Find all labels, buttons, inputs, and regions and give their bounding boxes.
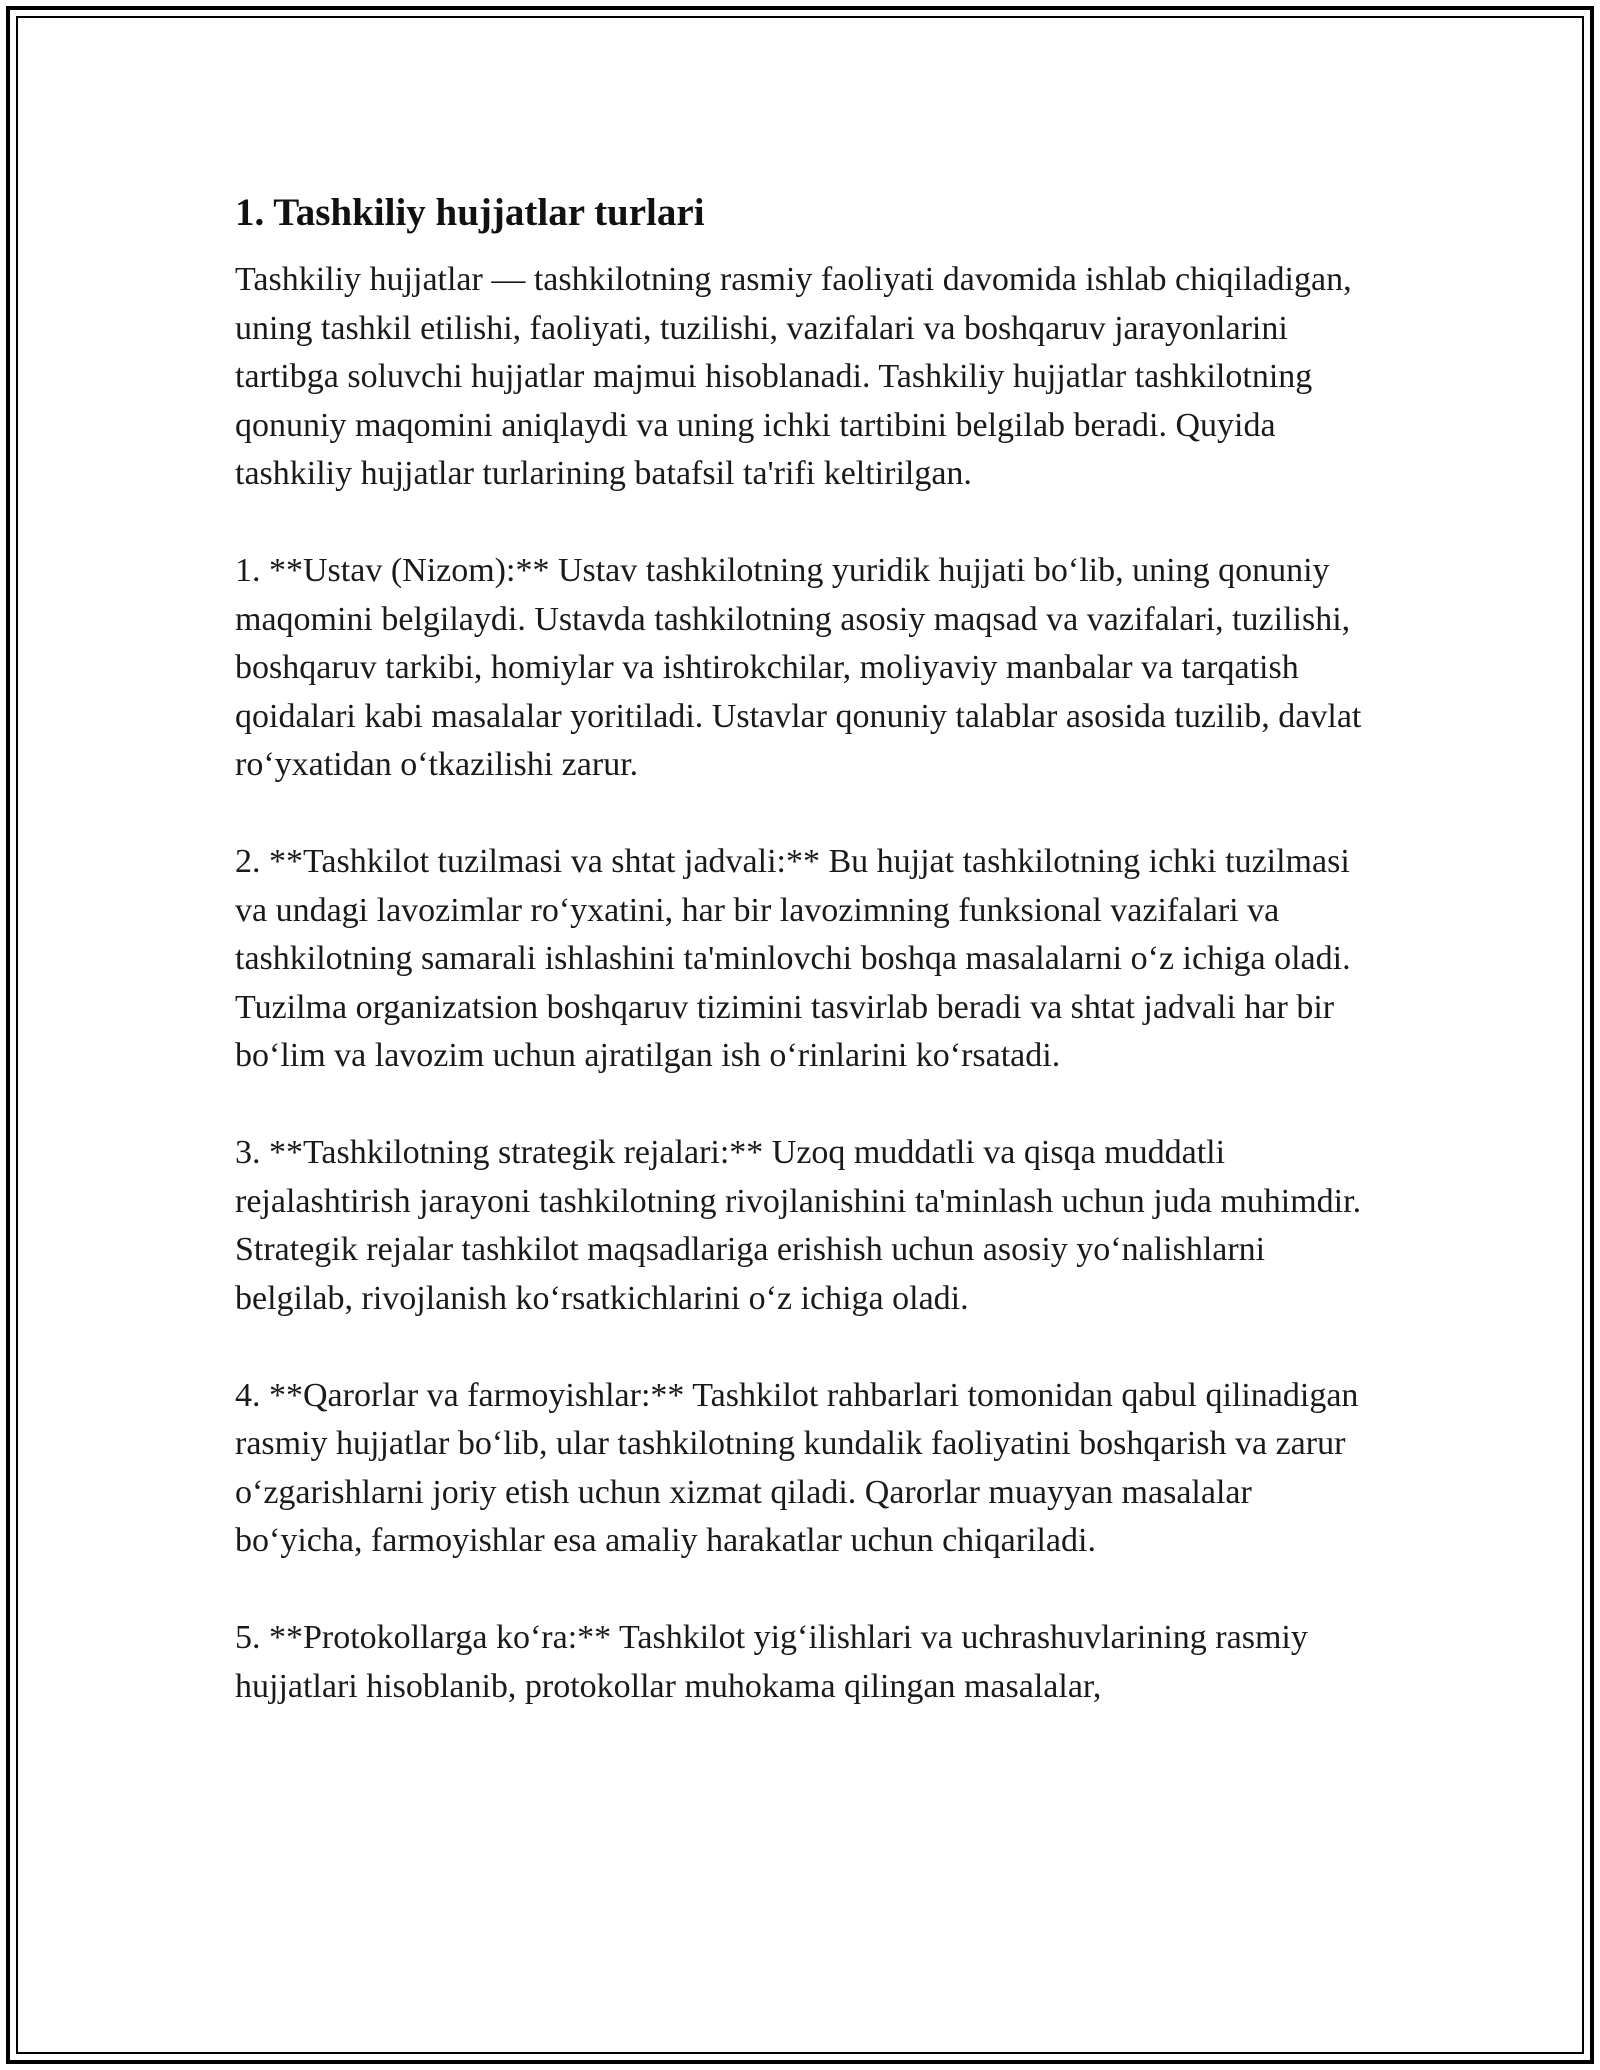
- list-item-ustav: 1. **Ustav (Nizom):** Ustav tashkilotning yuridik hujjati bo‘lib, uning qonuniy maqomini belgilaydi. Ustavda tashkilotning asosiy maqsad va vazifalari, tuzilishi, boshqaruv tarkibi, homiylar va ishtirokchilar, moliyaviy manbalar va tarqatish qoidalari kabi masalalar yoritiladi. Ustavlar qonuniy talablar asosida tuzilib, davlat ro‘yxatidan o‘tkazilishi zarur.: [235, 552, 1362, 783]
- list-item-protokollar: 5. **Protokollarga ko‘ra:** Tashkilot yig‘ilishlari va uchrashuvlarining rasmiy hujjatlari hisoblanib, protokollar muhokama qilingan masalalar,: [235, 1619, 1308, 1705]
- list-item-strategik-rejalar: 3. **Tashkilotning strategik rejalari:** Uzoq muddatli va qisqa muddatli rejalashtirish jarayoni tashkilotning rivojlanishini ta'minlash uchun juda muhimdir. Strategik rejalar tashkilot maqsadlariga erishish uchun asosiy yo‘nalishlarni belgilab, rivojlanish ko‘rsatkichlarini o‘z ichiga oladi.: [235, 1134, 1362, 1317]
- list-item-qarorlar: 4. **Qarorlar va farmoyishlar:** Tashkilot rahbarlari tomonidan qabul qilinadigan rasmiy hujjatlar bo‘lib, ular tashkilotning kundalik faoliyatini boshqarish va zarur o‘zgarishlarni joriy etish uchun xizmat qiladi. Qarorlar muayyan masalalar bo‘yicha, farmoyishlar esa amaliy harakatlar uchun chiqariladi.: [235, 1376, 1359, 1559]
- document-body: [235, 188, 1375, 1760]
- document-title: 1. Tashkiliy hujjatlar turlari: [235, 191, 705, 234]
- list-item-tuzilma: 2. **Tashkilot tuzilmasi va shtat jadvali:** Bu hujjat tashkilotning ichki tuzilmasi va undagi lavozimlar ro‘yxatini, har bir lavozimning funksional vazifalari va tashkilotning samarali ishlashini ta'minlovchi boshqa masalalarni o‘z ichiga oladi. Tuzilma organizatsion boshqaruv tizimini tasvirlab beradi va shtat jadvali har bir bo‘lim va lavozim uchun ajratilgan ish o‘rinlarini ko‘rsatadi.: [235, 843, 1351, 1074]
- intro-paragraph: Tashkiliy hujjatlar — tashkilotning rasmiy faoliyati davomida ishlab chiqiladigan, uning tashkil etilishi, faoliyati, tuzilishi, vazifalari va boshqaruv jarayonlarini tartibga soluvchi hujjatlar majmui hisoblanadi. Tashkiliy hujjatlar tashkilotning qonuniy maqomini aniqlaydi va uning ichki tartibini belgilab beradi. Quyida tashkiliy hujjatlar turlarining batafsil ta'rifi keltirilgan.: [235, 261, 1352, 492]
